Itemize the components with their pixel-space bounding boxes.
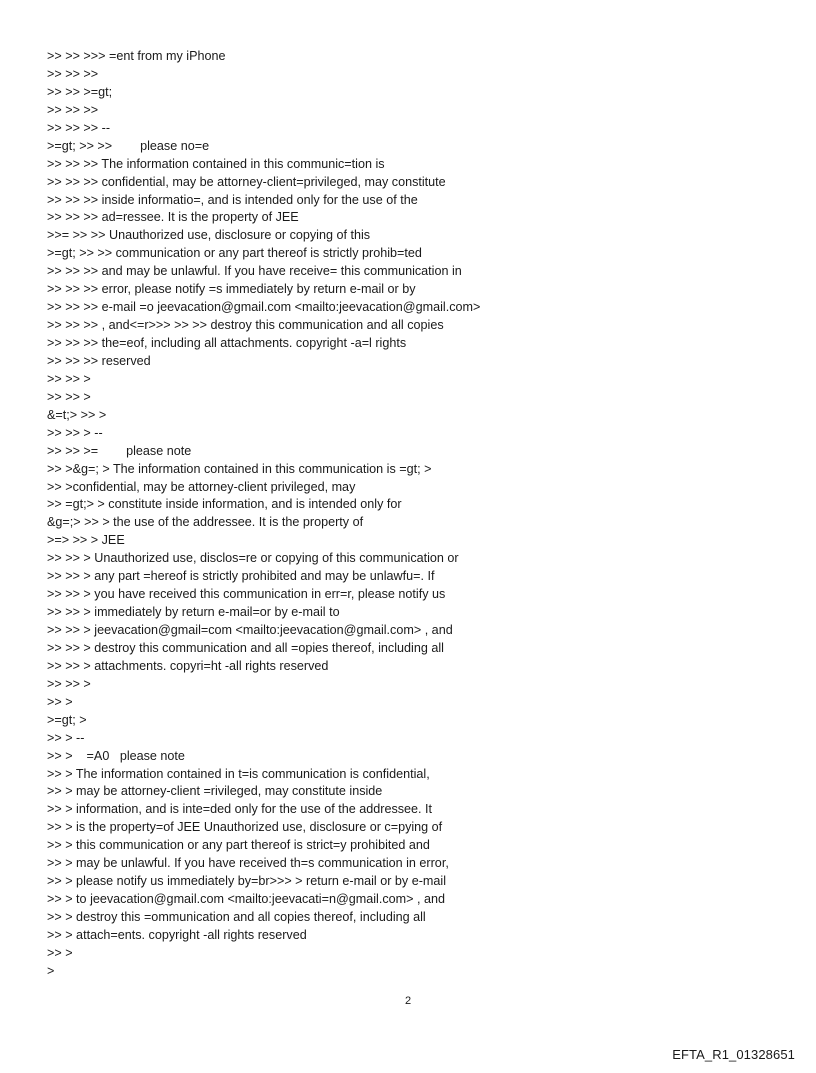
email-line: >> >> > -- (47, 425, 103, 440)
email-line: >> > The information contained in t=is communication is confidential, (47, 766, 430, 781)
bates-number: EFTA_R1_01328651 (672, 1047, 795, 1062)
email-line: >> >> >> , and<=r>>> >> >> destroy this communication and all copies (47, 318, 444, 333)
email-line: &=t;> >> > (47, 407, 107, 422)
email-line: >=> >> > JEE (47, 533, 125, 548)
email-line: >=gt; >> >> please no=e (47, 138, 210, 153)
email-line: >> >> > Unauthorized use, disclos=re or copying of this communication or (47, 551, 459, 566)
email-line: >> >> > any part =hereof is strictly prohibited and may be unlawfu=. If (47, 569, 435, 584)
email-line: >> >> >> inside informatio=, and is intended only for the use of the (47, 192, 418, 207)
email-line: >> >> >> The information contained in this communic=tion is (47, 156, 385, 171)
email-line: >=gt; >> >> communication or any part thereof is strictly prohib=ted (47, 246, 422, 261)
email-line: >>= >> >> Unauthorized use, disclosure or copying of this (47, 228, 371, 243)
email-line: >> >confidential, may be attorney-client privileged, may (47, 479, 356, 494)
email-line: >> >> > (47, 676, 91, 691)
email-line: >> >> > you have received this communication in err=r, please notify us (47, 587, 446, 602)
email-line: >> >> >> ad=ressee. It is the property of JEE (47, 210, 299, 225)
email-line: >> >> > jeevacation@gmail=com <mailto:jeevacation@gmail.com> , and (47, 623, 453, 637)
email-line: &g=;> >> > the use of the addressee. It is the property of (47, 515, 364, 530)
email-line: >> =gt;> > constitute inside information, and is intended only for (47, 497, 402, 512)
email-line: >> >> >> and may be unlawful. If you have receive= this communication in (47, 264, 462, 279)
email-line: >> >> >> confidential, may be attorney-client=privileged, may constitute (47, 174, 446, 189)
page-number: 2 (404, 995, 412, 1007)
email-line: >> > is the property=of JEE Unauthorized use, disclosure or c=pying of (47, 820, 443, 835)
email-line: >> >> >> the=eof, including all attachments. copyright -a=l rights (47, 336, 407, 350)
email-line: >> >> >>> =ent from my iPhone (47, 49, 226, 63)
email-line: >> > may be unlawful. If you have received th=s communication in error, (47, 856, 449, 871)
email-line: >> > to jeevacation@gmail.com <mailto:jeevacati=n@gmail.com> , and (47, 892, 445, 907)
email-line: >> >> >> e-mail =o jeevacation@gmail.com <mailto:jeevacation@gmail.com> (47, 300, 481, 315)
email-line: >> >> > immediately by return e-mail=or by e-mail to (47, 605, 340, 620)
email-line: >> >> > (47, 371, 91, 386)
email-line: >> >&g=; > The information contained in this communication is =gt; > (47, 461, 432, 476)
email-line: >> >> >=gt; (47, 84, 113, 99)
email-line: >> > (47, 694, 73, 709)
email-line: >> >> >= please note (47, 443, 192, 458)
email-line: >> >> >> (47, 102, 99, 117)
email-line: >> > this communication or any part thereof is strict=y prohibited and (47, 838, 430, 853)
email-line: >> > destroy this =ommunication and all copies thereof, including all (47, 910, 426, 924)
email-line: >> >> > destroy this communication and all =opies thereof, including all (47, 640, 444, 655)
email-line: > (47, 963, 55, 978)
email-line: >> >> > (47, 389, 91, 404)
email-body-text (47, 48, 787, 981)
email-line: >> >> >> -- (47, 120, 111, 135)
email-line: >> >> > attachments. copyri=ht -all rights reserved (47, 658, 329, 673)
email-line: >> > attach=ents. copyright -all rights reserved (47, 927, 307, 942)
email-line: >> > -- (47, 730, 85, 745)
email-line: >> >> >> (47, 66, 99, 81)
email-line: >> >> >> error, please notify =s immediately by return e-mail or by (47, 282, 416, 297)
email-line: >> >> >> reserved (47, 353, 151, 368)
email-line: >> > (47, 945, 73, 960)
email-line: >> > =A0 please note (47, 748, 185, 763)
email-line: >=gt; > (47, 712, 87, 727)
email-line: >> > please notify us immediately by=br>>> > return e-mail or by e-mail (47, 874, 446, 889)
email-line: >> > information, and is inte=ded only for the use of the addressee. It (47, 802, 433, 817)
email-line: >> > may be attorney-client =rivileged, may constitute inside (47, 784, 383, 799)
